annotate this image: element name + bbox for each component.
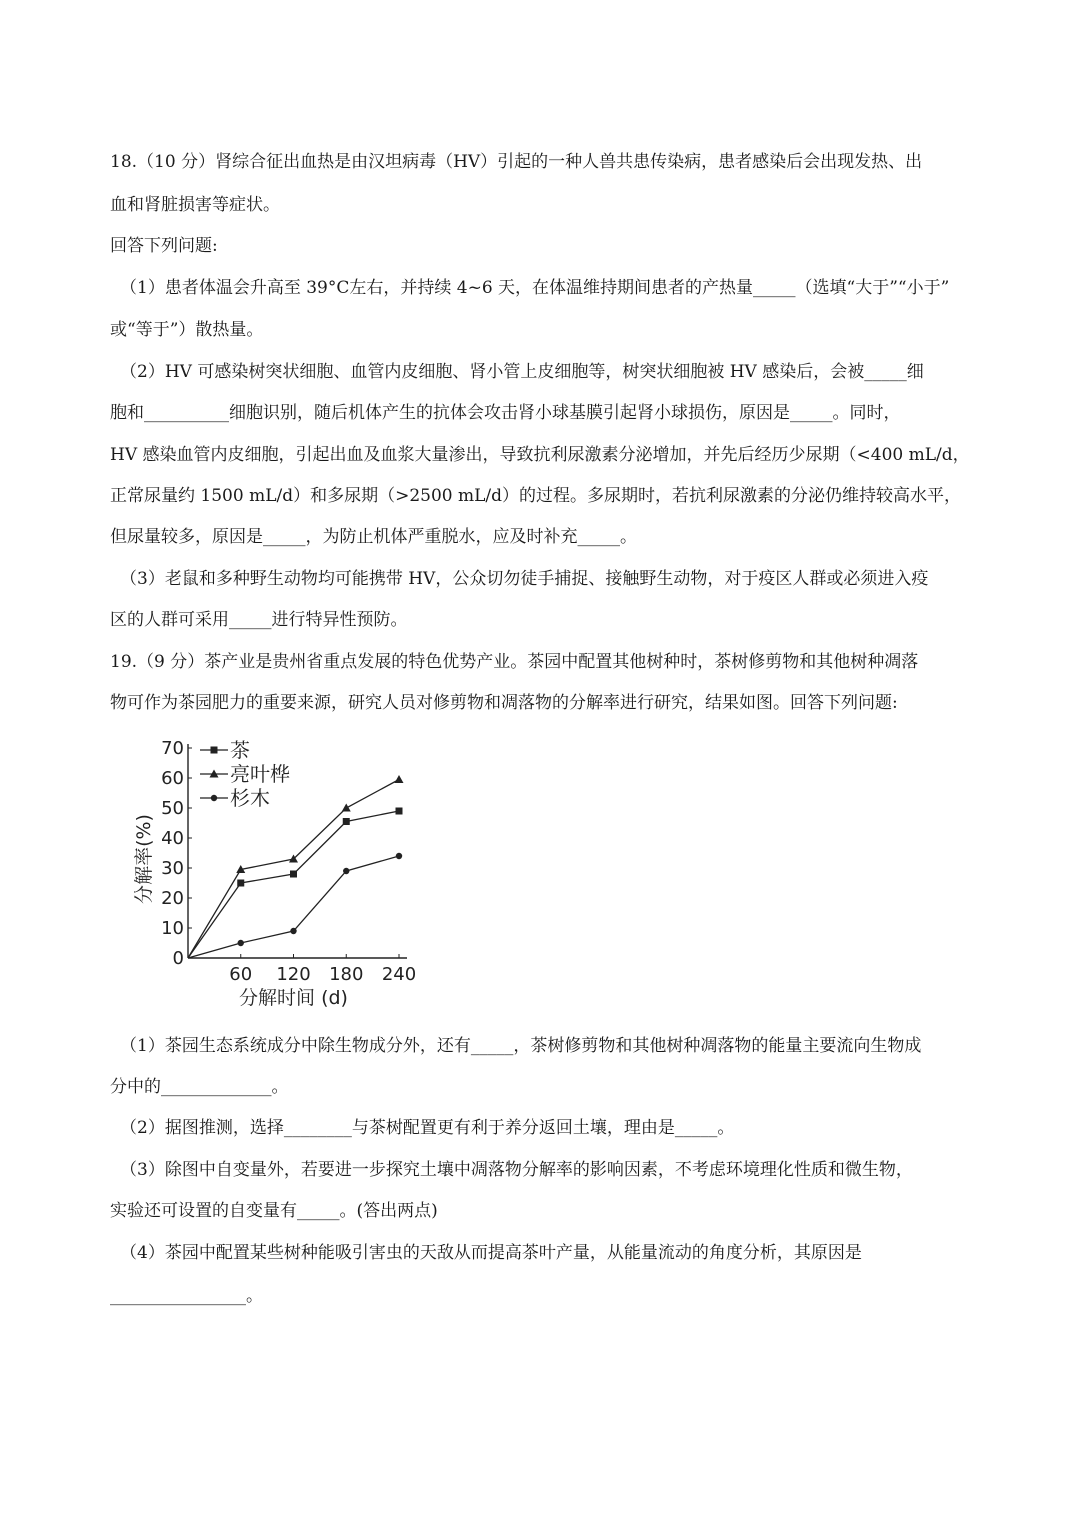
series-1-point-3 bbox=[342, 804, 351, 812]
y-tick-label-1: 10 bbox=[161, 918, 184, 939]
q19-stem-line-1: 19.（9 分）茶产业是贵州省重点发展的特色优势产业。茶园中配置其他树种时，茶树修剪物和其他树种凋落 bbox=[110, 652, 919, 672]
y-tick-label-7: 70 bbox=[161, 738, 184, 759]
x-tick-label-3: 240 bbox=[381, 964, 417, 985]
legend-label-1: 亮叶桦 bbox=[230, 762, 290, 786]
series-2-point-2 bbox=[290, 928, 296, 934]
y-tick-label-5: 50 bbox=[161, 798, 184, 819]
q19-part2-line-1: （2）据图推测，选择________与茶树配置更有利于养分返回土壤，理由是_____。 bbox=[120, 1118, 735, 1138]
series-0-point-3 bbox=[343, 818, 350, 825]
series-1-point-4 bbox=[395, 775, 404, 783]
x-tick-label-1: 120 bbox=[276, 964, 311, 985]
q19-stem-line-2: 物可作为茶园肥力的重要来源，研究人员对修剪物和凋落物的分解率进行研究，结果如图。回答下列问题: bbox=[110, 693, 898, 713]
q18-part2-line-5: 但尿量较多，原因是_____，为防止机体严重脱水，应及时补充_____。 bbox=[110, 527, 637, 547]
q18-part2-line-2: 胞和__________细胞识别，随后机体产生的抗体会攻击肾小球基膜引起肾小球损伤，原因是_____。同时， bbox=[110, 403, 901, 423]
legend-label-2: 杉木 bbox=[230, 786, 270, 810]
series-2-point-3 bbox=[343, 868, 349, 874]
series-2-point-4 bbox=[396, 853, 402, 859]
q19-part1-line-2: 分中的_____________。 bbox=[110, 1077, 289, 1097]
q19-part4-line-1: （4）茶园中配置某些树种能吸引害虫的天敌从而提高茶叶产量，从能量流动的角度分析，其原因是 bbox=[120, 1243, 862, 1263]
series-0-point-2 bbox=[290, 871, 297, 878]
y-tick-label-6: 60 bbox=[161, 768, 184, 789]
q18-prompt: 回答下列问题: bbox=[110, 236, 218, 256]
x-tick-label-0: 60 bbox=[229, 964, 253, 985]
decomposition-rate-chart bbox=[128, 736, 448, 1016]
series-line-0 bbox=[188, 811, 399, 958]
y-tick-label-3: 30 bbox=[161, 858, 184, 879]
q19-part4-line-2: ________________。 bbox=[110, 1286, 263, 1306]
q18-part3-line-1: （3）老鼠和多种野生动物均可能携带 HV，公众切勿徒手捕捉、接触野生动物，对于疫区人群或必须进入疫 bbox=[120, 569, 929, 589]
q19-part1-line-1: （1）茶园生态系统成分中除生物成分外，还有_____，茶树修剪物和其他树种凋落物的能量主要流向生物成 bbox=[120, 1036, 922, 1056]
y-axis-label: 分解率(%) bbox=[133, 814, 155, 904]
y-tick-label-0: 0 bbox=[172, 948, 184, 969]
q18-part2-line-3: HV 感染血管内皮细胞，引起出血及血浆大量渗出，导致抗利尿激素分泌增加，并先后经历少尿期（<400 mL/d， bbox=[110, 445, 970, 465]
q18-part1-line-1: （1）患者体温会升高至 39°C左右，并持续 4~6 天，在体温维持期间患者的产热量_____（选填“大于”“小于” bbox=[120, 278, 950, 298]
y-tick-label-4: 40 bbox=[161, 828, 184, 849]
x-axis-label: 分解时间 (d) bbox=[239, 987, 348, 1009]
q19-part3-line-2: 实验还可设置的自变量有_____。(答出两点) bbox=[110, 1201, 438, 1221]
q18-part3-line-2: 区的人群可采用_____进行特异性预防。 bbox=[110, 610, 408, 630]
series-0-point-4 bbox=[396, 808, 403, 815]
q18-part2-line-4: 正常尿量约 1500 mL/d）和多尿期（>2500 mL/d）的过程。多尿期时，若抗利尿激素的分泌仍维持较高水平， bbox=[110, 486, 962, 506]
series-2-point-1 bbox=[238, 940, 244, 946]
legend-marker-2 bbox=[211, 795, 217, 801]
q18-stem-line-1: 18.（10 分）肾综合征出血热是由汉坦病毒（HV）引起的一种人兽共患传染病，患者感染后会出现发热、出 bbox=[110, 152, 923, 172]
q18-stem-line-2: 血和肾脏损害等症状。 bbox=[110, 195, 280, 215]
legend-label-0: 茶 bbox=[230, 738, 250, 762]
y-tick-label-2: 20 bbox=[161, 888, 184, 909]
legend-marker-0 bbox=[211, 747, 218, 754]
q18-part1-line-2: 或“等于”）散热量。 bbox=[110, 320, 264, 340]
q18-part2-line-1: （2）HV 可感染树突状细胞、血管内皮细胞、肾小管上皮细胞等，树突状细胞被 HV 感染后，会被_____细 bbox=[120, 362, 924, 382]
x-tick-label-2: 180 bbox=[329, 964, 364, 985]
series-0-point-1 bbox=[237, 880, 244, 887]
q19-part3-line-1: （3）除图中自变量外，若要进一步探究土壤中凋落物分解率的影响因素，不考虑环境理化性质和微生物， bbox=[120, 1160, 913, 1180]
